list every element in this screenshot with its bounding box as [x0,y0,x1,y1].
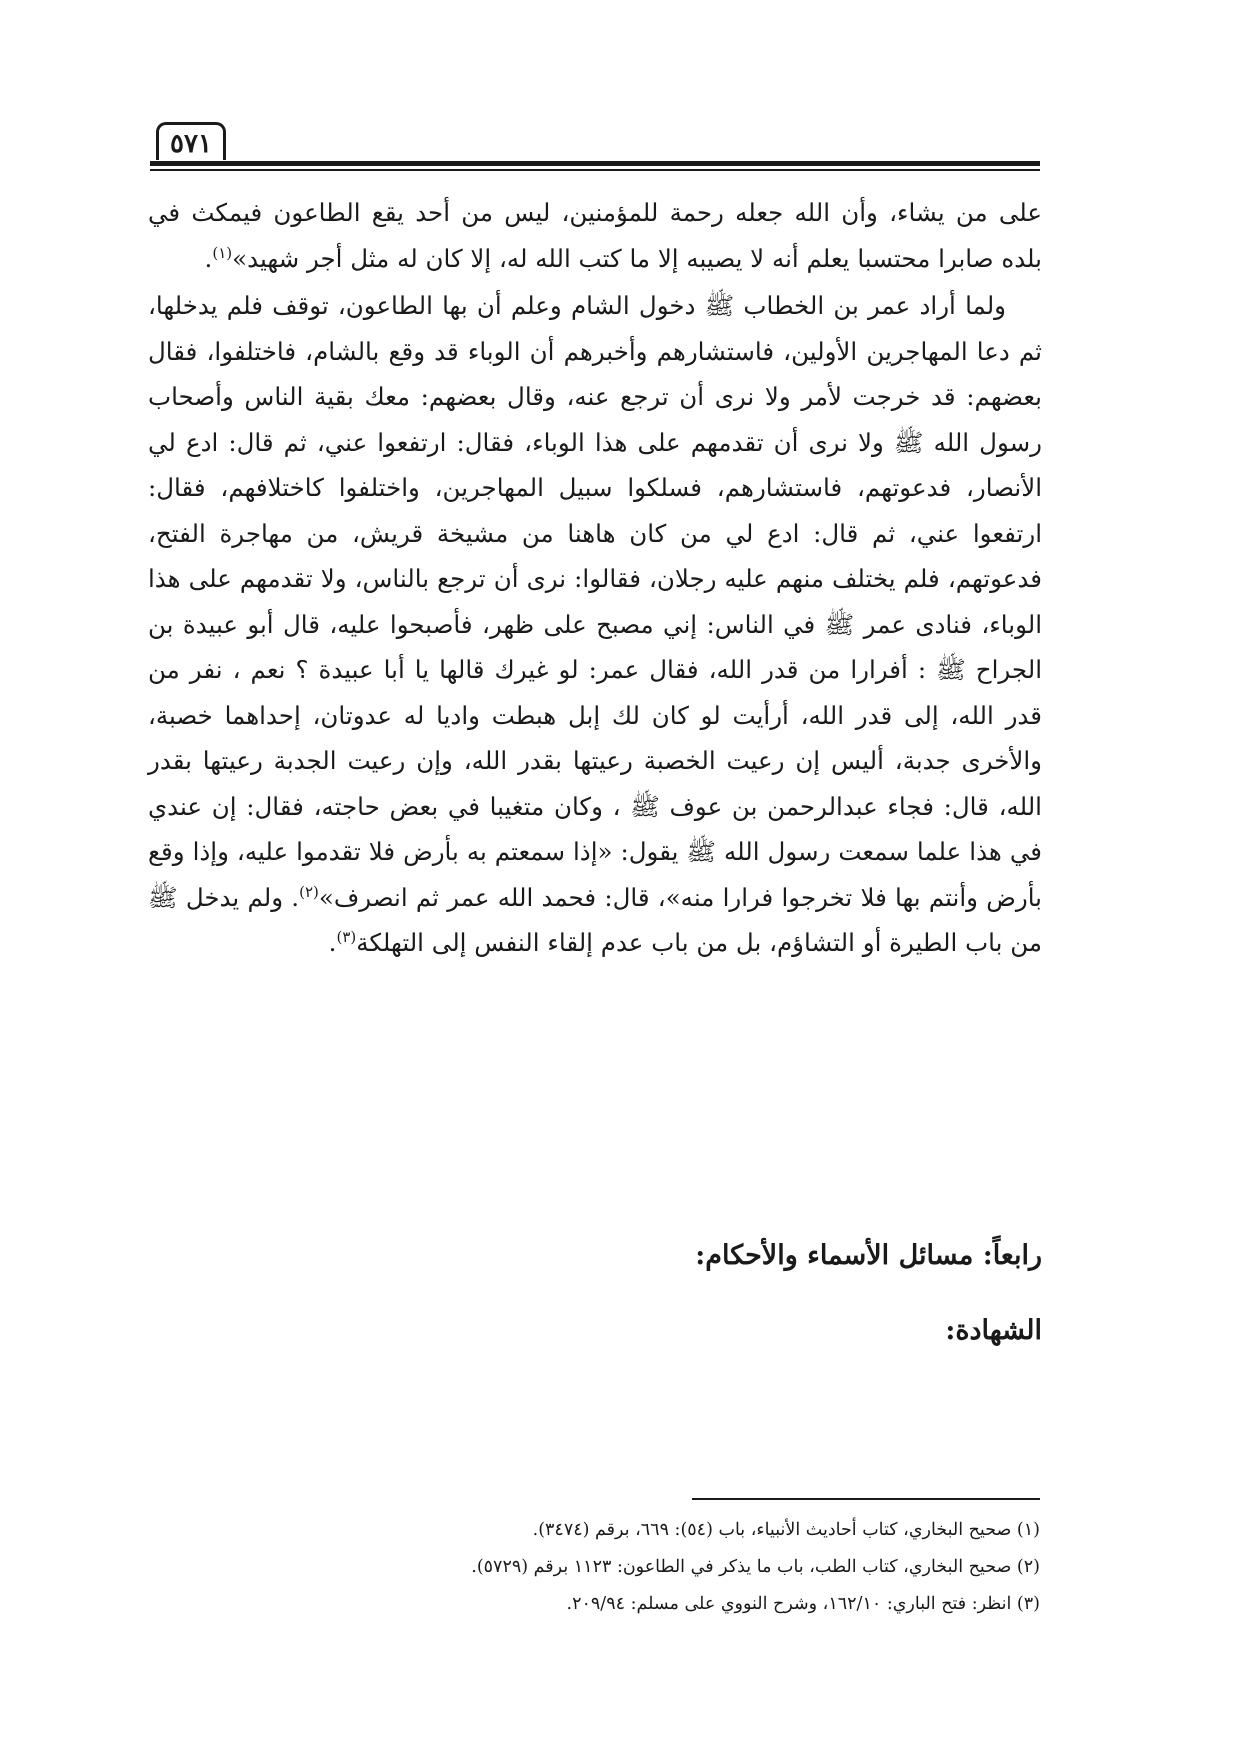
footnotes [340,1512,1040,1623]
footnote-3: (٣) انظر: فتح الباري: ١٦٢/١٠، وشرح النووي على مسلم: ٢٠٩/٩٤. [566,1594,1040,1614]
subsection-heading: الشهادة: [945,1315,1042,1346]
header-rule-thin [150,169,1040,171]
paragraph-1-text: على من يشاء، وأن الله جعله رحمة للمؤمنين، ليس من أحد يقع الطاعون فيمكث في بلده صابرا محتسبا يعلم أنه لا يصيبه إلا ما كتب الله له، إلا كان له مثل أجر شهيد» [148,198,1042,273]
header-rule-thick [150,161,1040,166]
paragraph-2 [148,283,1042,966]
footnote-1: (١) صحيح البخاري، كتاب أحاديث الأنبياء، باب (٥٤): ٦٦٩، برقم (٣٤٧٤). [532,1520,1040,1540]
footnote-ref-3: (٣) [336,927,357,946]
paragraph-2-end: . [328,928,337,957]
paragraph-2-text: ولما أراد عمر بن الخطاب ﷺ دخول الشام وعلم أن بها الطاعون، توقف فلم يدخلها، ثم دعا المهاجرين الأولين، فاستشارهم وأخبرهم أن الوباء قد وقع بالشام، فاختلفوا، فقال بعضهم: قد خرجت لأمر ولا نرى أن ترجع عنه، وقال بعضهم: معك بقية الناس وأصحاب رسول الله ﷺ ولا نرى أن تقدمهم على هذا الوباء، فقال: ارتفعوا عني، ثم قال: ادع لي الأنصار، فدعوتهم، فاستشارهم، فسلكوا سبيل المهاجرين، واختلفوا كاختلافهم، فقال: ارتفعوا عني، ثم قال: ادع لي من كان هاهنا من مشيخة قريش، من مهاجرة الفتح، فدعوتهم، فلم يختلف منهم عليه رجلان، فقالوا: نرى أن ترجع بالناس، ولا تقدمهم على هذا الوباء، فنادى عمر ﷺ في الناس: إني مصبح على ظهر، فأصبحوا عليه، قال أبو عبيدة بن الجراح ﷺ : أفرارا من قدر الله، فقال عمر: لو غيرك قالها يا أبا عبيدة ؟ نعم ، نفر من قدر الله، إلى قدر الله، أرأيت لو كان لك إبل هبطت واديا له عدوتان، إحداهما خصبة، والأخرى جدبة، أليس إن رعيت الخصبة رعيتها بقدر الله، وإن رعيت الجدبة رعيتها بقدر الله، قال: فجاء عبدالرحمن بن عوف ﷺ ، وكان متغيبا في بعض حاجته، فقال: إن عندي في هذا علما سمعت رسول الله ﷺ يقول: «إذا سمعتم به بأرض فلا تقدموا عليه، وإذا وقع بأرض وأنتم بها فلا تخرجوا فرارا منه»، قال: فحمد الله عمر ثم انصرف» [148,291,1043,912]
section-heading: رابعاً: مسائل الأسماء والأحكام: [695,1240,1042,1271]
page-header [150,118,1040,178]
page-number: ٥٧١ [156,122,226,160]
paragraph-2-tail: . ولم يدخل ﷺ من باب الطيرة أو التشاؤم، بل من باب عدم إلقاء النفس إلى التهلكة [148,882,1042,957]
paragraph-1-tail: . [204,243,213,273]
paragraph-1 [148,190,1042,281]
footnote-ref-2: (٢) [299,882,319,901]
footnote-ref-1: (١) [212,243,233,262]
footnote-2: (٢) صحيح البخاري، كتاب الطب، باب ما يذكر في الطاعون: ١١٢٣ برقم (٥٧٢٩). [471,1557,1040,1577]
footnote-separator [692,1498,1040,1500]
main-text [148,190,1042,966]
